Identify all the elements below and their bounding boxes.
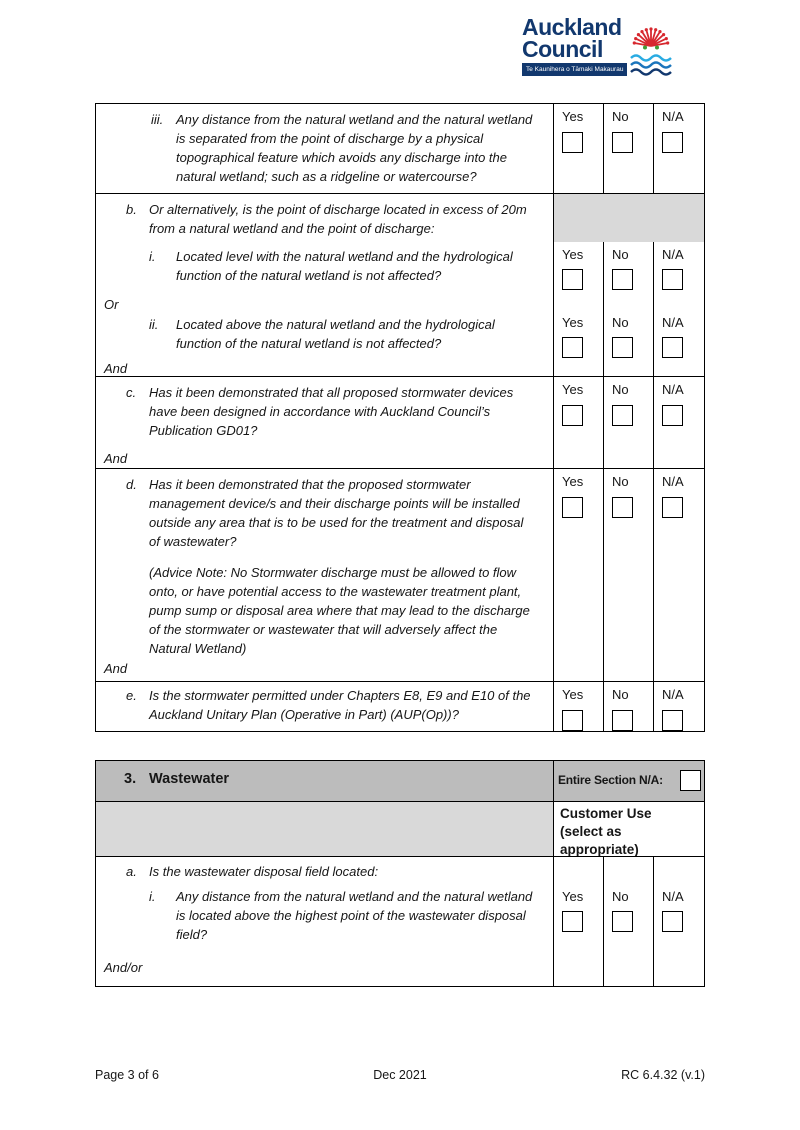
no-label: No	[612, 247, 629, 262]
yes-label: Yes	[562, 247, 584, 262]
checkbox-d-no[interactable]	[612, 497, 633, 518]
checkbox-w-a-i-no[interactable]	[612, 911, 633, 932]
sub-question-b-i	[149, 247, 537, 285]
na-column	[654, 104, 704, 193]
no-column	[604, 469, 654, 681]
checkbox-e-yes[interactable]	[562, 710, 583, 731]
checkbox-d-na[interactable]	[662, 497, 683, 518]
customer-use-label: Customer Use (select as appropriate)	[554, 802, 704, 856]
answer-options	[554, 194, 704, 376]
yes-label: Yes	[562, 687, 584, 702]
connector-and: And	[104, 661, 128, 676]
na-label: N/A	[662, 687, 684, 702]
question-cell	[96, 104, 554, 193]
checkbox-w-a-i-yes[interactable]	[562, 911, 583, 932]
yes-column	[554, 682, 604, 731]
yes-column	[554, 242, 604, 376]
na-label: N/A	[662, 889, 684, 904]
question-row-a	[96, 856, 704, 986]
logo-name-line2: Council	[522, 36, 603, 62]
section-title: Wastewater	[149, 771, 230, 787]
yes-label: Yes	[562, 109, 584, 124]
question-row-e	[96, 681, 704, 731]
checkbox-d-yes[interactable]	[562, 497, 583, 518]
no-label: No	[612, 382, 629, 397]
connector-and-or: And/or	[104, 960, 143, 975]
yes-label: Yes	[562, 474, 584, 489]
advice-note: (Advice Note: No Stormwater discharge must be allowed to flow onto, or have potential access to the wastewater treatment plant, pump sump or disposal area where that may lead to the discharge of the stormwater or wastewater that will adversely affect the Natural Wetland)	[149, 565, 530, 656]
entire-section-na-cell	[554, 761, 704, 801]
footer-page-number: Page 3 of 6	[95, 1068, 159, 1082]
question-cell	[96, 377, 554, 468]
question-text: Any distance from the natural wetland and the natural wetland is separated from the point of discharge by a physical topographical feature which avoids any discharge into the natural wetland; such as a ridgeline or watercourse?	[176, 112, 533, 184]
footer-document-ref: RC 6.4.32 (v.1)	[621, 1068, 705, 1082]
section-header-row	[96, 761, 704, 801]
na-column	[654, 469, 704, 681]
question-marker: i.	[149, 249, 156, 264]
question-marker: c.	[126, 385, 137, 400]
checkbox-e-no[interactable]	[612, 710, 633, 731]
question-marker: iii.	[151, 112, 164, 127]
no-column	[604, 377, 654, 468]
yes-label: Yes	[562, 889, 584, 904]
question-marker: e.	[126, 688, 137, 703]
na-column	[654, 682, 704, 731]
entire-section-na-label: Entire Section N/A:	[558, 773, 663, 787]
checkbox-entire-section-na[interactable]	[680, 770, 701, 791]
no-label: No	[612, 474, 629, 489]
question-marker: i.	[149, 889, 156, 904]
checkbox-b-ii-yes[interactable]	[562, 337, 583, 358]
question-cell	[96, 682, 554, 731]
question-text: Any distance from the natural wetland and the natural wetland is located above the highest point of the wastewater disposal field?	[176, 889, 533, 942]
question-row-d	[96, 468, 704, 681]
checkbox-b-ii-na[interactable]	[662, 337, 683, 358]
connector-or: Or	[104, 297, 119, 312]
answer-options	[554, 857, 704, 986]
question-text: Has it been demonstrated that the proposed stormwater management device/s and their discharge points will be installed outside any area that is to be used for the treatment and disposal of wastewater?	[149, 477, 524, 549]
na-column	[654, 857, 704, 986]
wastewater-section-table	[95, 760, 705, 987]
no-label: No	[612, 889, 629, 904]
page-footer	[95, 1068, 705, 1082]
no-column	[604, 242, 654, 376]
question-marker: a.	[126, 864, 137, 879]
no-column	[604, 104, 654, 193]
question-cell	[96, 469, 554, 681]
yes-label: Yes	[562, 315, 584, 330]
question-cell	[96, 194, 554, 376]
checkbox-w-a-i-na[interactable]	[662, 911, 683, 932]
question-marker: d.	[126, 477, 137, 492]
no-label: No	[612, 315, 629, 330]
checkbox-c-yes[interactable]	[562, 405, 583, 426]
question-text: Has it been demonstrated that all proposed stormwater devices have been designed in accordance with Auckland Council’s Publication GD01?	[149, 385, 514, 438]
no-label: No	[612, 109, 629, 124]
na-label: N/A	[662, 109, 684, 124]
na-label: N/A	[662, 474, 684, 489]
question-text: Located level with the natural wetland and the hydrological function of the natural wetland is not affected?	[176, 249, 513, 283]
checkbox-e-na[interactable]	[662, 710, 683, 731]
checkbox-b-i-no[interactable]	[612, 269, 633, 290]
checkbox-iii-na[interactable]	[662, 132, 683, 153]
no-label: No	[612, 687, 629, 702]
yes-label: Yes	[562, 382, 584, 397]
checkbox-b-ii-no[interactable]	[612, 337, 633, 358]
checkbox-b-i-na[interactable]	[662, 269, 683, 290]
stormwater-question-table	[95, 103, 705, 732]
customer-use-row	[96, 801, 704, 856]
no-column	[604, 682, 654, 731]
question-marker: b.	[126, 202, 137, 217]
sub-question-a-i	[149, 887, 537, 944]
na-label: N/A	[662, 382, 684, 397]
logo-tagline: Te Kaunihera o Tāmaki Makaurau	[522, 63, 627, 76]
question-text: Located above the natural wetland and the hydrological function of the natural wetland is not affected?	[176, 317, 495, 351]
connector-and: And	[104, 451, 128, 466]
pohutukawa-waves-icon	[630, 16, 672, 76]
sub-question-b-ii	[149, 315, 537, 353]
auckland-council-logo	[522, 16, 672, 76]
question-row-iii	[96, 104, 704, 193]
empty-shaded-cell	[96, 802, 554, 856]
na-column	[654, 242, 704, 376]
logo-wordmark	[522, 16, 627, 76]
checkbox-b-i-yes[interactable]	[562, 269, 583, 290]
checkbox-c-no[interactable]	[612, 405, 633, 426]
question-marker: ii.	[149, 317, 159, 332]
section-title-cell	[96, 761, 554, 801]
question-cell	[96, 857, 554, 986]
na-column	[654, 377, 704, 468]
merged-shaded-cell	[554, 194, 704, 242]
yes-column	[554, 857, 604, 986]
yes-column	[554, 469, 604, 681]
question-text: Is the wastewater disposal field located:	[149, 864, 379, 879]
checkbox-c-na[interactable]	[662, 405, 683, 426]
no-column	[604, 857, 654, 986]
question-text: Or alternatively, is the point of discharge located in excess of 20m from a natural wetland and the point of discharge:	[149, 202, 527, 236]
answer-options	[554, 469, 704, 681]
footer-date: Dec 2021	[373, 1068, 427, 1082]
answer-options	[554, 104, 704, 193]
checkbox-iii-yes[interactable]	[562, 132, 583, 153]
answer-options	[554, 682, 704, 731]
logo-name-line1: Auckland	[522, 14, 622, 40]
checkbox-iii-no[interactable]	[612, 132, 633, 153]
question-row-c	[96, 376, 704, 468]
question-row-b	[96, 193, 704, 376]
na-label: N/A	[662, 315, 684, 330]
answer-options	[554, 377, 704, 468]
yes-column	[554, 377, 604, 468]
question-text: Is the stormwater permitted under Chapters E8, E9 and E10 of the Auckland Unitary Plan (Operative in Part) (AUP(Op))?	[149, 688, 531, 722]
na-label: N/A	[662, 247, 684, 262]
yes-column	[554, 104, 604, 193]
connector-and: And	[104, 361, 128, 376]
section-number: 3.	[124, 771, 137, 787]
